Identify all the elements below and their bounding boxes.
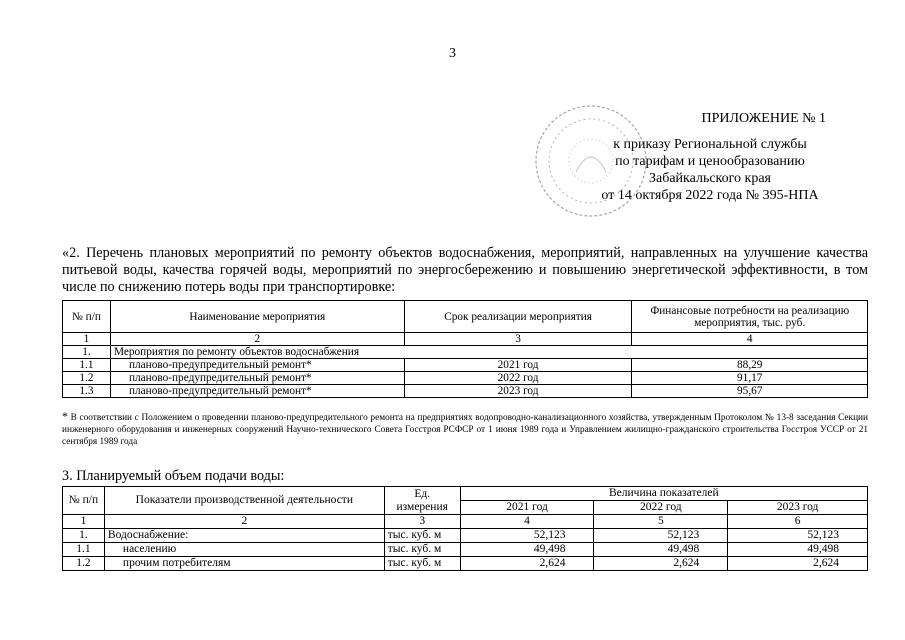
row-number: 1. [63, 529, 105, 543]
section2-heading: «2. Перечень плановых мероприятий по ремонту объектов водоснабжения, мероприятий, направленных на улучшение качества питьевой воды, качества горячей воды, мероприятий по энергосбережению и повышению энергетической эффективности, в том числе по снижению потерь воды при транспортировке: [62, 245, 868, 295]
table-row [63, 385, 868, 398]
column-header: № п/п [63, 301, 111, 333]
measure-name: планово-предупредительный ремонт* [110, 385, 404, 398]
appendix-line: от 14 октября 2022 года № 395-НПА [601, 188, 819, 203]
value-2021: 52,123 [460, 529, 594, 543]
group-title: Мероприятия по ремонту объектов водоснабжения [110, 346, 867, 359]
measure-name: планово-предупредительный ремонт* [110, 372, 404, 385]
appendix-line: по тарифам и ценообразованию [615, 154, 805, 169]
table-header-row [63, 301, 868, 333]
column-number: 6 [728, 515, 868, 529]
measure-term: 2023 год [404, 385, 632, 398]
year-header: 2023 год [728, 501, 868, 515]
indicator-name: Водоснабжение: [104, 529, 384, 543]
table-row [63, 557, 868, 571]
table-row [63, 359, 868, 372]
column-number: 1 [63, 333, 111, 346]
footnote-mark: * [62, 409, 68, 423]
measure-cost: 95,67 [632, 385, 868, 398]
column-header: Величина показателей [460, 487, 867, 501]
column-number-row [63, 515, 868, 529]
table-row [63, 543, 868, 557]
column-header: Финансовые потребности на реализацию мероприятия, тыс. руб. [632, 301, 868, 333]
column-header: Срок реализации мероприятия [404, 301, 632, 333]
page-number: 3 [449, 46, 456, 61]
value-2022: 2,624 [594, 557, 728, 571]
column-number: 4 [460, 515, 594, 529]
table-row [63, 372, 868, 385]
column-header: Показатели производственной деятельности [104, 487, 384, 515]
column-header: Ед. измерения [384, 487, 460, 515]
row-number: 1. [63, 346, 111, 359]
footnote [62, 410, 868, 448]
year-header: 2022 год [594, 501, 728, 515]
repair-measures-table [62, 300, 868, 398]
unit: тыс. куб. м [384, 543, 460, 557]
column-number-row [63, 333, 868, 346]
year-header: 2021 год [460, 501, 594, 515]
measure-term: 2021 год [404, 359, 632, 372]
indicator-name: населению [104, 543, 384, 557]
table-row [63, 529, 868, 543]
column-number: 2 [110, 333, 404, 346]
table-header-row [63, 487, 868, 501]
measure-name: планово-предупредительный ремонт* [110, 359, 404, 372]
value-2021: 2,624 [460, 557, 594, 571]
appendix-block [560, 110, 860, 204]
measure-term: 2022 год [404, 372, 632, 385]
table-group-row [63, 346, 868, 359]
indicator-name: прочим потребителям [104, 557, 384, 571]
column-number: 1 [63, 515, 105, 529]
appendix-title: ПРИЛОЖЕНИЕ № 1 [701, 111, 826, 126]
unit: тыс. куб. м [384, 529, 460, 543]
appendix-line: Забайкальского края [648, 171, 771, 186]
section3-heading: 3. Планируемый объем подачи воды: [62, 468, 285, 484]
column-number: 3 [404, 333, 632, 346]
column-number: 2 [104, 515, 384, 529]
footnote-text: В соответствии с Положением о проведении планово-предупредительного ремонта на предприятиях водопроводно-канализационного хозяйства, утвержденным Протоколом № 13-8 заседания Секции инженерного оборудования и инженерных сооружений Научно-технического Совета Госстроя РСФСР от 1 июня 1989 года и Управлением жилищно-гражданского строительства Госстроя УССР от 21 сентября 1989 года [62, 413, 869, 447]
column-header: Наименование мероприятия [110, 301, 404, 333]
value-2023: 49,498 [728, 543, 868, 557]
unit: тыс. куб. м [384, 557, 460, 571]
measure-cost: 91,17 [632, 372, 868, 385]
row-number: 1.3 [63, 385, 111, 398]
value-2022: 52,123 [594, 529, 728, 543]
column-number: 4 [632, 333, 868, 346]
value-2022: 49,498 [594, 543, 728, 557]
column-header: № п/п [63, 487, 105, 515]
column-number: 5 [594, 515, 728, 529]
water-supply-volume-table [62, 486, 868, 571]
row-number: 1.2 [63, 557, 105, 571]
measure-cost: 88,29 [632, 359, 868, 372]
row-number: 1.2 [63, 372, 111, 385]
value-2023: 52,123 [728, 529, 868, 543]
row-number: 1.1 [63, 359, 111, 372]
appendix-line: к приказу Региональной службы [613, 137, 807, 152]
value-2023: 2,624 [728, 557, 868, 571]
column-number: 3 [384, 515, 460, 529]
value-2021: 49,498 [460, 543, 594, 557]
row-number: 1.1 [63, 543, 105, 557]
